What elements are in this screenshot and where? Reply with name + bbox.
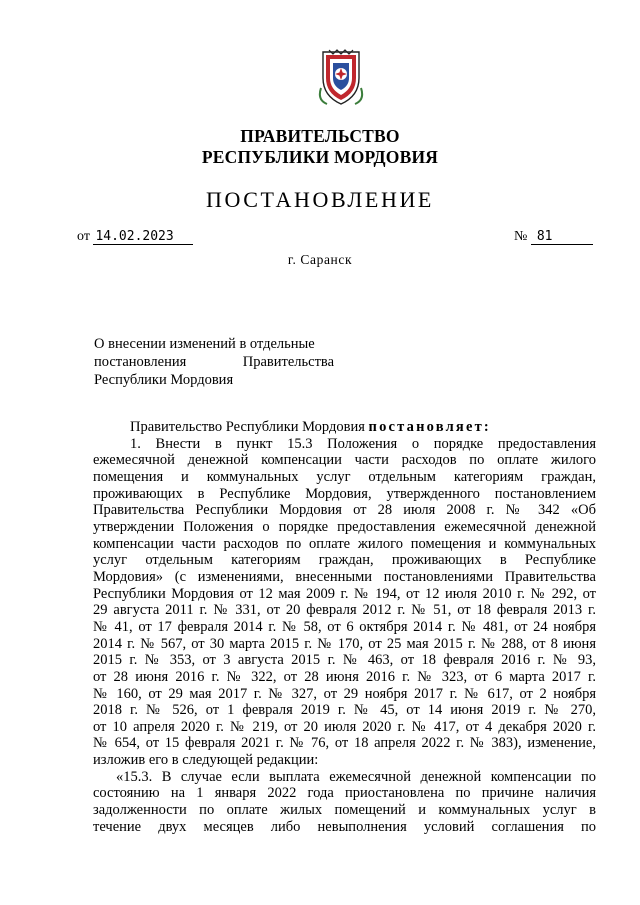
body-line: ежемесячной денежной компенсации части расходов по оплате жилого [93,452,596,469]
date-prefix: от [77,229,90,244]
body-line: утверждении Положения о порядке предоставления ежемесячной денежной [93,518,596,535]
date-value: 14.02.2023 [93,230,193,245]
body-line: проживающих в Республике Мордовия, утвержденного постановлением [93,485,596,502]
body-line: Республики Мордовия от 12 мая 2009 г. № 194, от 12 июля 2010 г. № 292, от [93,585,596,602]
body-line: состоянию на 1 января 2022 года приостановлена по причине наличия [93,785,596,802]
body-line: течение двух месяцев либо невыполнения условий соглашения по [93,818,596,835]
number-prefix: № [514,229,528,244]
body-line: № 654, от 15 февраля 2021 г. № 76, от 18 апреля 2022 г. № 383), изменение, [93,735,596,752]
preamble-verb: постановляет: [368,419,491,435]
government-name-line1: ПРАВИТЕЛЬСТВО [240,126,400,146]
document-body [93,419,596,835]
document-type: ПОСТАНОВЛЕНИЕ [206,187,434,212]
body-line: 29 августа 2011 г. № 331, от 20 февраля 2012 г. № 51, от 18 февраля 2013 г. [93,602,596,619]
subject-line: Республики Мордовия [94,372,234,388]
body-line: услуг отдельным категориям граждан, проживающих в Республике [93,552,596,569]
government-name-line2: РЕСПУБЛИКИ МОРДОВИЯ [201,147,439,167]
date-field [77,229,193,245]
preamble-text: Правительство Республики Мордовия [130,419,365,435]
body-line: задолженности по оплате жилых помещений и коммунальных услуг в [93,802,596,819]
subject-block [94,335,334,389]
preamble [93,419,596,436]
body-line: Правительства Республики Мордовия от 28 июля 2008 г. № 342 «Об [93,502,596,519]
body-line: от 10 апреля 2020 г. № 219, от 20 июля 2020 г. № 417, от 4 декабря 2020 г. [93,718,596,735]
coat-of-arms-icon [317,48,365,108]
body-line: помещения и коммунальных услуг отдельным категориям граждан, [93,468,596,485]
number-value: 81 [531,230,593,245]
body-line: 2014 г. № 567, от 30 марта 2015 г. № 170, от 25 мая 2015 г. № 288, от 8 июня [93,635,596,652]
body-line: 1. Внести в пункт 15.3 Положения о порядке предоставления [130,435,596,452]
body-line: 2018 г. № 526, от 1 февраля 2019 г. № 45, от 14 июня 2019 г. № 270, [93,702,596,719]
city: г. Саранск [287,252,353,267]
subject-line: постановления Правительства [94,354,334,370]
body-line: 2015 г. № 353, от 3 августа 2015 г. № 463, от 18 февраля 2016 г. № 93, [93,652,596,669]
body-line: от 28 июня 2016 г. № 322, от 28 июня 2016 г. № 323, от 6 марта 2017 г. [93,668,596,685]
body-line: изложив его в следующей редакции: [93,752,319,769]
body-line: компенсации части расходов по оплате жилого помещения и коммунальных [93,535,596,552]
subject-line: О внесении изменений в отдельные [94,336,315,352]
body-line: № 160, от 29 мая 2017 г. № 327, от 29 ноября 2017 г. № 617, от 2 ноября [93,685,596,702]
body-line: «15.3. В случае если выплата ежемесячной денежной компенсации по [116,768,596,785]
number-field [514,229,593,245]
body-line: № 41, от 17 февраля 2014 г. № 58, от 6 октября 2014 г. № 481, от 24 ноября [93,618,596,635]
body-line: Мордовия» (с изменениями, внесенными постановлениями Правительства [93,568,596,585]
